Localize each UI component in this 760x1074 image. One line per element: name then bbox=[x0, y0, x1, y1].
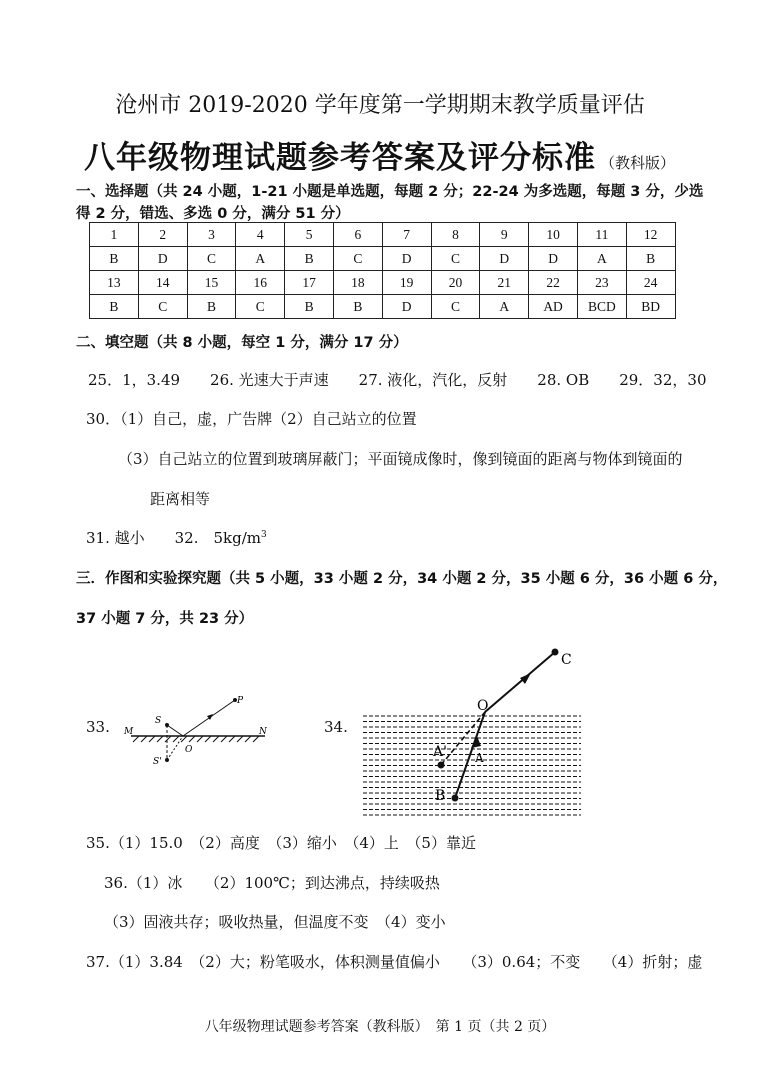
answer-key-title-text: 八年级物理试题参考答案及评分标准 bbox=[84, 140, 596, 176]
answers-31-32-text: 31. 越小 32. 5kg/m bbox=[86, 529, 261, 547]
question-number-cell: 5 bbox=[285, 223, 334, 247]
answer-cell: D bbox=[138, 247, 187, 271]
answer-cell: D bbox=[529, 247, 578, 271]
fig34-letter-a-prime: A' bbox=[433, 744, 447, 760]
question-number-cell: 23 bbox=[577, 271, 626, 295]
answer-cell: C bbox=[236, 295, 285, 319]
answer-30-part3: （3）自己站立的位置到玻璃屏蔽门；平面镜成像时，像到镜面的距离与物体到镜面的 bbox=[118, 450, 683, 468]
water-surface-lines bbox=[363, 716, 581, 815]
point-s-prime bbox=[165, 758, 169, 762]
section1-heading-line1: 一、选择题（共 24 小题，1-21 小题是单选题，每题 2 分；22-24 为多选题，每题 3 分，少选 bbox=[76, 184, 704, 200]
answer-cell: B bbox=[333, 295, 382, 319]
answer-cell: C bbox=[138, 295, 187, 319]
question-number-cell: 19 bbox=[382, 271, 431, 295]
answers-35: 35.（1）15.0 （2）高度 （3）缩小 （4）上 （5）靠近 bbox=[86, 834, 476, 852]
answer-30-part3-cont: 距离相等 bbox=[150, 490, 211, 508]
answer-cell: C bbox=[431, 295, 480, 319]
fig34-letter-b: B bbox=[435, 788, 446, 804]
fig33-letter-s-prime: S' bbox=[153, 757, 162, 767]
answer-row bbox=[90, 247, 676, 271]
mirror-hatching bbox=[133, 736, 259, 742]
answer-key-title bbox=[84, 132, 675, 177]
answer-cell: C bbox=[431, 247, 480, 271]
edition-note: （教科版） bbox=[600, 154, 676, 172]
answer-cell: B bbox=[90, 247, 139, 271]
question-number-cell: 11 bbox=[577, 223, 626, 247]
question-number-cell: 13 bbox=[90, 271, 139, 295]
answer-cell: A bbox=[577, 247, 626, 271]
question-number-cell: 8 bbox=[431, 223, 480, 247]
fig33-mirror-diagram bbox=[115, 690, 285, 770]
answer-30-part1: 30．（1）自己，虚，广告牌（2）自己站立的位置 bbox=[86, 410, 417, 428]
answer-cell: B bbox=[285, 247, 334, 271]
fig33-letter-m: M bbox=[124, 727, 134, 737]
answer-cell: D bbox=[382, 295, 431, 319]
question-number-cell: 20 bbox=[431, 271, 480, 295]
question-number-cell: 2 bbox=[138, 223, 187, 247]
cubic-superscript: 3 bbox=[261, 530, 267, 540]
answer-cell: B bbox=[285, 295, 334, 319]
answer-cell: C bbox=[187, 247, 236, 271]
answer-cell: C bbox=[333, 247, 382, 271]
question-number-cell: 24 bbox=[626, 271, 675, 295]
answer-cell: AD bbox=[529, 295, 578, 319]
answer-cell: D bbox=[382, 247, 431, 271]
point-a-prime bbox=[438, 762, 445, 769]
answers-25-29: 25．1，3.49 26. 光速大于声速 27. 液化，汽化，反射 28. OB 29．32，30 bbox=[88, 371, 707, 389]
fig33-letter-p: P bbox=[237, 696, 244, 706]
question-number-cell: 3 bbox=[187, 223, 236, 247]
point-s bbox=[165, 723, 169, 727]
question-number-cell: 4 bbox=[236, 223, 285, 247]
ray-arrow-upper bbox=[520, 673, 531, 684]
question-number-cell: 18 bbox=[333, 271, 382, 295]
answer-cell: BCD bbox=[577, 295, 626, 319]
answers-37: 37.（1）3.84 （2）大；粉笔吸水，体积测量值偏小 （3）0.64；不变 （4）折射；虚 bbox=[86, 953, 703, 971]
section2-heading: 二、填空题（共 8 小题，每空 1 分，满分 17 分） bbox=[76, 335, 408, 351]
fig34-letter-c: C bbox=[561, 652, 572, 668]
answer-cell: B bbox=[90, 295, 139, 319]
answer-row bbox=[90, 295, 676, 319]
point-c bbox=[552, 649, 559, 656]
answer-cell: D bbox=[480, 247, 529, 271]
section3-heading-line1: 三．作图和实验探究题（共 5 小题，33 小题 2 分，34 小题 2 分，35 小题 6 分，36 小题 6 分， bbox=[76, 571, 728, 587]
answers-31-32 bbox=[86, 527, 267, 548]
page-footer: 八年级物理试题参考答案（教科版） 第 1 页（共 2 页） bbox=[204, 1019, 556, 1035]
fig34-label: 34. bbox=[324, 718, 348, 736]
choice-answer-table bbox=[89, 222, 676, 319]
question-number-cell: 22 bbox=[529, 271, 578, 295]
question-number-cell: 21 bbox=[480, 271, 529, 295]
fig34-letter-a: A bbox=[475, 751, 484, 765]
fig33-letter-o: O bbox=[185, 745, 193, 755]
fig33-letter-s: S bbox=[155, 716, 162, 726]
answers-36-part2: （3）固液共存；吸收热量，但温度不变 （4）变小 bbox=[104, 913, 446, 931]
question-number-row bbox=[90, 223, 676, 247]
question-number-cell: 17 bbox=[285, 271, 334, 295]
exam-title: 沧州市 2019-2020 学年度第一学期期末教学质量评估 bbox=[115, 93, 645, 118]
answer-cell: B bbox=[626, 247, 675, 271]
fig34-letter-o: O bbox=[477, 698, 489, 714]
ray-to-eye bbox=[485, 652, 555, 712]
question-number-cell: 15 bbox=[187, 271, 236, 295]
answers-36-part1: 36.（1）冰 （2）100℃；到达沸点，持续吸热 bbox=[104, 874, 440, 892]
question-number-cell: 14 bbox=[138, 271, 187, 295]
section3-heading-line2: 37 小题 7 分，共 23 分） bbox=[76, 611, 254, 627]
fig33-label: 33. bbox=[86, 718, 110, 736]
question-number-cell: 10 bbox=[529, 223, 578, 247]
answer-cell: BD bbox=[626, 295, 675, 319]
section1-heading-line2: 得 2 分，错选、多选 0 分，满分 51 分） bbox=[76, 206, 350, 222]
incident-ray bbox=[167, 725, 183, 736]
fig33-letter-n: N bbox=[259, 727, 267, 737]
question-number-cell: 1 bbox=[90, 223, 139, 247]
question-number-cell: 6 bbox=[333, 223, 382, 247]
answer-cell: A bbox=[480, 295, 529, 319]
question-number-cell: 7 bbox=[382, 223, 431, 247]
question-number-cell: 9 bbox=[480, 223, 529, 247]
answer-cell: A bbox=[236, 247, 285, 271]
question-number-cell: 16 bbox=[236, 271, 285, 295]
fig34-refraction-diagram bbox=[355, 640, 585, 820]
question-number-row bbox=[90, 271, 676, 295]
question-number-cell: 12 bbox=[626, 223, 675, 247]
point-b bbox=[452, 795, 459, 802]
answer-cell: B bbox=[187, 295, 236, 319]
